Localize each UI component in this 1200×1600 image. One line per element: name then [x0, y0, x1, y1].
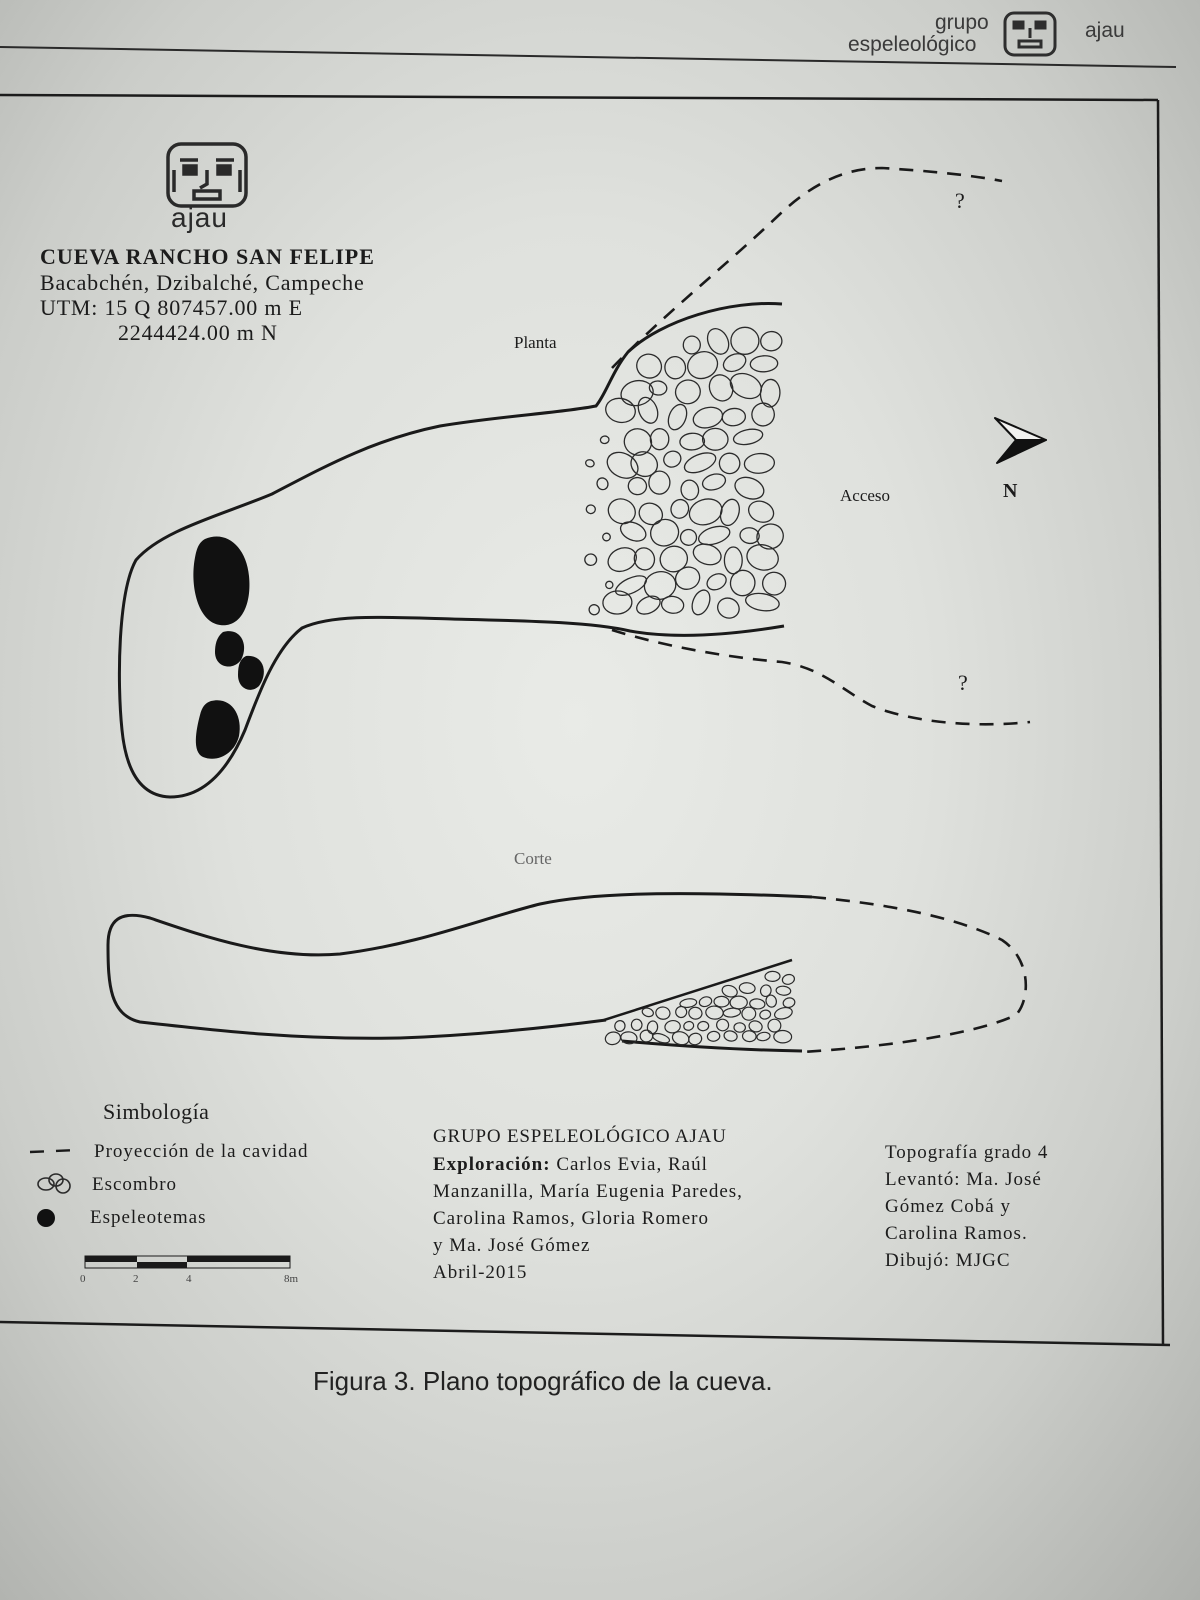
credits-exploration-line-4: y Ma. José Gómez [433, 1235, 591, 1256]
rubble-stone [673, 377, 703, 407]
rubble-stone [646, 1020, 658, 1034]
rubble-stone [774, 1030, 792, 1043]
rubble-stone [588, 603, 601, 616]
rubble-stone [756, 1031, 770, 1041]
rubble-stone [781, 973, 795, 985]
rubble-stone [716, 1018, 730, 1032]
rubble-stone [732, 427, 764, 447]
rubble-stone [603, 395, 637, 425]
frame-top [0, 95, 1158, 100]
rubble-stone [742, 1007, 756, 1020]
rubble-stone [730, 996, 748, 1009]
speleothem-small [215, 631, 244, 666]
rubble-stone [697, 1021, 709, 1031]
rubble-stone [723, 1007, 741, 1018]
rubble-stone [739, 982, 756, 994]
north-label: N [1003, 480, 1018, 502]
rubble-stone [745, 498, 776, 526]
rubble-stone [584, 554, 597, 566]
section-cave-outline [108, 894, 812, 1039]
utm-easting: UTM: 15 Q 807457.00 m E [40, 295, 303, 320]
rubble-stone [703, 428, 728, 450]
rubble-stone [704, 571, 729, 593]
rubble-stone [732, 473, 767, 503]
unknown-continuation-top: ? [955, 188, 965, 213]
unknown-continuation-bottom: ? [958, 670, 968, 695]
rubble-stone [744, 541, 781, 573]
logo-label: ajau [171, 202, 228, 233]
rubble-stone [665, 402, 690, 433]
credits-exploration-label: Exploración: [433, 1154, 551, 1175]
rubble-stone [703, 325, 732, 358]
header-rule [0, 47, 1176, 67]
scale-tick-0: 0 [80, 1273, 86, 1285]
rubble-stone [707, 1031, 721, 1042]
speleothems [193, 537, 263, 759]
credits-exploration-line-3: Carolina Ramos, Gloria Romero [433, 1208, 709, 1229]
rubble-stone [688, 1007, 703, 1020]
credits-date: Abril-2015 [433, 1262, 528, 1283]
utm-northing: 2244424.00 m N [118, 320, 278, 345]
dashed-line-icon [30, 1150, 78, 1152]
rubble-stone [683, 1020, 695, 1031]
rubble-stone [734, 1023, 746, 1033]
rubble-stone [650, 428, 669, 450]
rubble-stone [663, 355, 687, 380]
figure-caption: Figura 3. Plano topográfico de la cueva. [313, 1366, 773, 1396]
survey-line-1: Topografía grado 4 [885, 1142, 1049, 1163]
rubble-stone [714, 996, 729, 1007]
rubble-stone [619, 377, 656, 408]
rubble-stone [631, 1019, 642, 1031]
credits-exploration-line-1 [433, 1155, 708, 1174]
survey-line-5: Dibujó: MJGC [885, 1250, 1011, 1271]
scale-bar [85, 1256, 290, 1268]
rubble-stone [661, 448, 683, 469]
rubble-stone [773, 1006, 793, 1021]
rubble-stone [759, 984, 773, 998]
rubble-stone [613, 572, 649, 599]
rubble-stone [765, 971, 780, 982]
speleothem-bottom [196, 700, 240, 759]
survey-line-2: Levantó: Ma. José [885, 1169, 1042, 1190]
rubble-stone [600, 435, 610, 444]
rubble-stone [633, 350, 666, 382]
black-dot-icon [37, 1209, 55, 1227]
rubble-stone [687, 1032, 703, 1047]
rubble-stone [649, 380, 668, 396]
rubble-stone [655, 1006, 671, 1020]
credits-exploration-names: Carlos Evia, Raúl [556, 1154, 708, 1175]
scale-tick-4: 4 [186, 1273, 192, 1285]
rubble-stone [691, 541, 724, 568]
header-brand-grupo: grupo [935, 11, 989, 34]
north-arrow-icon [995, 418, 1046, 463]
rubble-stone [635, 499, 666, 528]
access-label: Acceso [840, 486, 891, 505]
credits-group: GRUPO ESPELEOLÓGICO AJAU [433, 1126, 727, 1147]
rubble-stone [701, 471, 728, 492]
rubble-stone [749, 401, 776, 429]
rubble-stone [602, 533, 610, 541]
survey-line-4: Carolina Ramos. [885, 1223, 1028, 1244]
speleothem-small [238, 656, 264, 690]
ajau-mask-icon [168, 144, 246, 206]
rubble-stone [724, 547, 742, 574]
rubble-stone [648, 471, 670, 495]
rubble-stone [760, 331, 783, 352]
legend-item-speleothems: Espeleotemas [90, 1207, 207, 1228]
survey-line-3: Gómez Cobá y [885, 1196, 1011, 1217]
rubble-stone [660, 595, 684, 615]
rubble-stone [683, 336, 701, 355]
rubble-stone [640, 1030, 653, 1042]
rubble-stone [753, 520, 787, 553]
rubble-stone [647, 515, 683, 550]
rubble-stone [595, 476, 609, 491]
rubble-stone [750, 355, 778, 372]
rubble-stone [679, 433, 704, 451]
rubble-stone [721, 407, 746, 427]
rubble-stone [614, 1020, 626, 1033]
cave-location: Bacabchén, Dzibalché, Campeche [40, 270, 365, 295]
section-rubble-area [604, 971, 796, 1047]
section-label: Corte [514, 849, 552, 868]
rubble-stone [657, 543, 690, 575]
legend-item-rubble: Escombro [92, 1174, 178, 1195]
cave-title: CUEVA RANCHO SAN FELIPE [40, 244, 375, 269]
rubble-stone [585, 459, 595, 468]
rubble-stone [776, 986, 791, 996]
speleothem-large [193, 537, 249, 626]
header-mask-icon [1005, 13, 1055, 55]
frame-bottom [0, 1322, 1170, 1345]
rubble-stone [742, 1030, 756, 1042]
rubble-stone [759, 1009, 772, 1020]
rubble-stone [604, 1031, 622, 1047]
rubble-stone [744, 452, 776, 474]
plan-projection-top [612, 168, 1002, 368]
rubble-stone [716, 449, 744, 477]
rubble-stone [672, 564, 703, 593]
rubble-stone [782, 997, 796, 1009]
rubble-stone [627, 477, 647, 496]
header-brand-ajau: ajau [1085, 19, 1125, 42]
rubble-stone [679, 479, 700, 502]
rubble-stone [627, 448, 661, 481]
rubble-stone [634, 593, 663, 618]
rubble-stone [691, 404, 725, 431]
rubble-stone [731, 327, 759, 354]
rubble-stone [682, 449, 719, 477]
rubble-stone [605, 580, 614, 589]
frame-right [1158, 100, 1163, 1345]
rubble-stone [689, 587, 713, 617]
credits-exploration-line-2: Manzanilla, María Eugenia Paredes, [433, 1181, 743, 1202]
rubble-stone [680, 529, 698, 546]
plan-label: Planta [514, 333, 557, 352]
header-brand-espeleologico: espeleológico [848, 33, 977, 56]
section-floor [622, 1041, 802, 1051]
rubble-stone [586, 505, 596, 514]
rubble-stone [635, 395, 662, 427]
rubble-stone [717, 497, 742, 528]
section-projection [802, 897, 1026, 1052]
scale-tick-8m: 8m [284, 1273, 299, 1285]
scale-tick-2: 2 [133, 1273, 139, 1285]
rubble-stone [668, 497, 691, 521]
rubble-stone [714, 595, 742, 622]
legend-title: Simbología [103, 1099, 210, 1124]
legend-item-projection: Proyección de la cavidad [94, 1141, 309, 1162]
rubble-icon [38, 1174, 70, 1193]
